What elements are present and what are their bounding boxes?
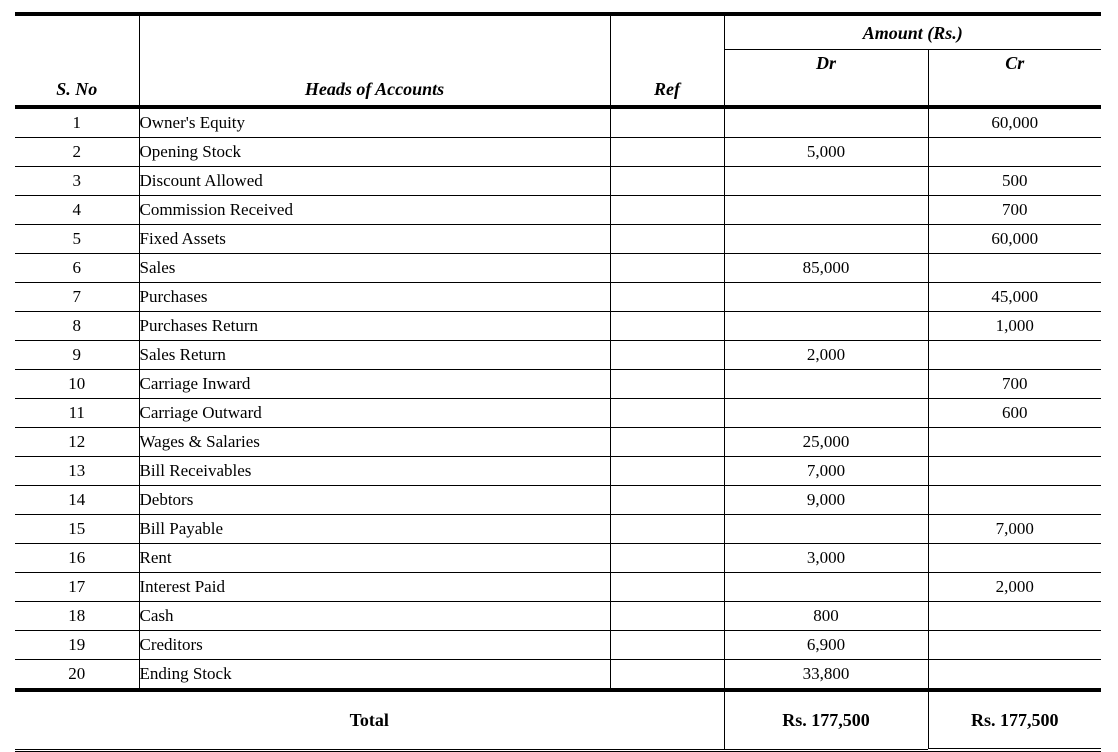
cell-sno: 17 [15, 573, 139, 602]
cell-credit [928, 138, 1101, 167]
cell-debit: 3,000 [724, 544, 928, 573]
table-row [15, 341, 1101, 370]
cell-credit [928, 486, 1101, 515]
cell-ref [610, 428, 724, 457]
cell-ref [610, 283, 724, 312]
cell-credit: 45,000 [928, 283, 1101, 312]
table-row [15, 167, 1101, 196]
table-row [15, 283, 1101, 312]
cell-sno: 3 [15, 167, 139, 196]
cell-debit: 5,000 [724, 138, 928, 167]
cell-ref [610, 196, 724, 225]
table-row [15, 486, 1101, 515]
cell-head: Ending Stock [139, 660, 610, 691]
table-row [15, 602, 1101, 631]
cell-debit: 6,900 [724, 631, 928, 660]
header-spacer-heads [139, 16, 610, 80]
table-row [15, 631, 1101, 660]
cell-ref [610, 138, 724, 167]
cell-debit: 7,000 [724, 457, 928, 486]
cell-debit [724, 312, 928, 341]
cell-debit: 9,000 [724, 486, 928, 515]
cell-head: Cash [139, 602, 610, 631]
cell-credit: 60,000 [928, 109, 1101, 138]
cell-sno: 10 [15, 370, 139, 399]
cell-head: Fixed Assets [139, 225, 610, 254]
cell-debit [724, 515, 928, 544]
cell-debit: 33,800 [724, 660, 928, 691]
table-row [15, 457, 1101, 486]
cell-credit: 500 [928, 167, 1101, 196]
cell-head: Carriage Outward [139, 399, 610, 428]
cell-ref [610, 631, 724, 660]
cell-credit [928, 341, 1101, 370]
cell-debit [724, 399, 928, 428]
cell-debit: 25,000 [724, 428, 928, 457]
table-footer [15, 690, 1101, 750]
cell-credit [928, 631, 1101, 660]
cell-ref [610, 167, 724, 196]
cell-sno: 19 [15, 631, 139, 660]
cell-credit: 700 [928, 196, 1101, 225]
column-header-dr: Dr [724, 50, 928, 80]
cell-head: Sales [139, 254, 610, 283]
cell-debit [724, 167, 928, 196]
header-spacer-sno [15, 16, 139, 80]
cell-sno: 8 [15, 312, 139, 341]
header-row-amount [15, 16, 1101, 50]
total-cr-amount: Rs. 177,500 [928, 690, 1101, 750]
cell-debit [724, 196, 928, 225]
cell-debit [724, 573, 928, 602]
table-row [15, 225, 1101, 254]
cell-sno: 18 [15, 602, 139, 631]
column-header-dr-spacer [724, 79, 928, 107]
cell-ref [610, 399, 724, 428]
table-row [15, 660, 1101, 691]
cell-credit: 600 [928, 399, 1101, 428]
cell-credit: 60,000 [928, 225, 1101, 254]
cell-debit [724, 109, 928, 138]
column-header-sno: S. No [15, 79, 139, 107]
cell-credit [928, 457, 1101, 486]
cell-ref [610, 573, 724, 602]
cell-ref [610, 225, 724, 254]
cell-ref [610, 312, 724, 341]
cell-head: Commission Received [139, 196, 610, 225]
cell-debit [724, 225, 928, 254]
cell-sno: 15 [15, 515, 139, 544]
column-header-ref: Ref [610, 79, 724, 107]
cell-credit: 1,000 [928, 312, 1101, 341]
cell-sno: 9 [15, 341, 139, 370]
header-spacer-ref [610, 16, 724, 80]
table-row [15, 399, 1101, 428]
cell-credit [928, 544, 1101, 573]
cell-credit: 7,000 [928, 515, 1101, 544]
cell-sno: 20 [15, 660, 139, 691]
cell-ref [610, 341, 724, 370]
cell-sno: 7 [15, 283, 139, 312]
cell-ref [610, 370, 724, 399]
cell-sno: 13 [15, 457, 139, 486]
cell-debit [724, 283, 928, 312]
cell-sno: 11 [15, 399, 139, 428]
cell-debit: 800 [724, 602, 928, 631]
table-row [15, 428, 1101, 457]
column-header-cr-spacer [928, 79, 1101, 107]
header-row-labels [15, 79, 1101, 107]
cell-head: Discount Allowed [139, 167, 610, 196]
cell-sno: 12 [15, 428, 139, 457]
cell-head: Bill Payable [139, 515, 610, 544]
column-header-cr: Cr [1005, 53, 1025, 73]
column-header-heads: Heads of Accounts [139, 79, 610, 107]
cell-head: Interest Paid [139, 573, 610, 602]
cell-head: Opening Stock [139, 138, 610, 167]
cell-head: Bill Receivables [139, 457, 610, 486]
cell-head: Creditors [139, 631, 610, 660]
cell-sno: 14 [15, 486, 139, 515]
table-row [15, 573, 1101, 602]
cell-sno: 16 [15, 544, 139, 573]
table-row [15, 312, 1101, 341]
table-row [15, 138, 1101, 167]
cell-head: Rent [139, 544, 610, 573]
cell-head: Wages & Salaries [139, 428, 610, 457]
cell-head: Purchases Return [139, 312, 610, 341]
table-row [15, 515, 1101, 544]
table-body [15, 109, 1101, 690]
cell-ref [610, 486, 724, 515]
cell-sno: 2 [15, 138, 139, 167]
total-row [15, 690, 1101, 750]
table-row [15, 370, 1101, 399]
cell-head: Debtors [139, 486, 610, 515]
cell-credit: 2,000 [928, 573, 1101, 602]
column-header-amount: Amount (Rs.) [724, 16, 1101, 50]
cell-credit [928, 660, 1101, 691]
cell-credit [928, 254, 1101, 283]
table-row [15, 196, 1101, 225]
cell-debit: 2,000 [724, 341, 928, 370]
table-row [15, 109, 1101, 138]
table-row [15, 254, 1101, 283]
cell-ref [610, 660, 724, 691]
cell-sno: 5 [15, 225, 139, 254]
cell-ref [610, 457, 724, 486]
trial-balance-table [15, 12, 1101, 752]
cell-ref [610, 109, 724, 138]
total-label: Total [15, 690, 724, 750]
cell-head: Owner's Equity [139, 109, 610, 138]
cell-sno: 6 [15, 254, 139, 283]
cell-credit [928, 428, 1101, 457]
table-header [15, 14, 1101, 110]
cell-sno: 1 [15, 109, 139, 138]
cell-ref [610, 544, 724, 573]
total-dr-amount: Rs. 177,500 [724, 690, 928, 750]
cell-head: Carriage Inward [139, 370, 610, 399]
cell-credit [928, 602, 1101, 631]
cell-debit: 85,000 [724, 254, 928, 283]
cell-ref [610, 254, 724, 283]
cell-credit: 700 [928, 370, 1101, 399]
cell-head: Sales Return [139, 341, 610, 370]
cell-head: Purchases [139, 283, 610, 312]
cell-ref [610, 602, 724, 631]
cell-debit [724, 370, 928, 399]
cell-sno: 4 [15, 196, 139, 225]
table-row [15, 544, 1101, 573]
cell-ref [610, 515, 724, 544]
